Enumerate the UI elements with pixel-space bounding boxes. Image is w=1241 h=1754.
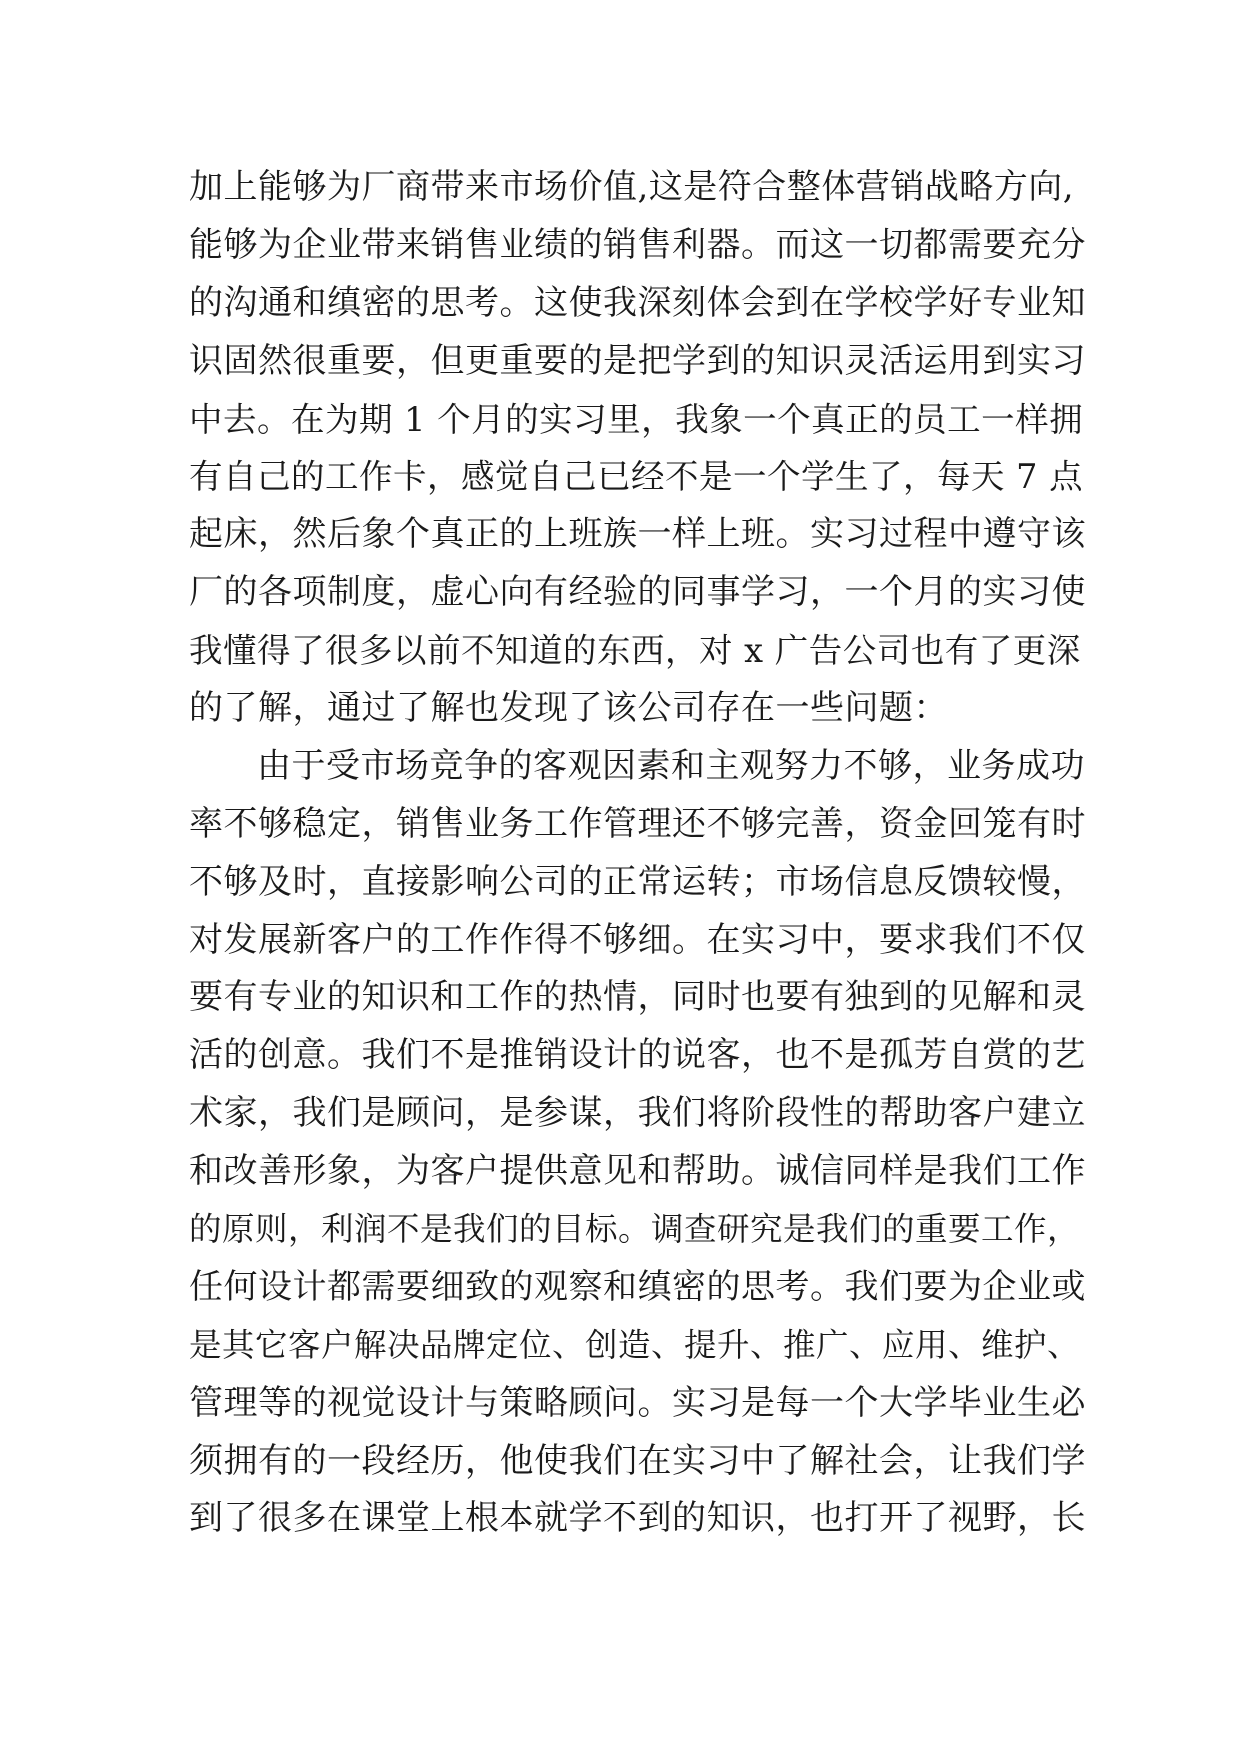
text-line: 加上能够为厂商带来市场价值,这是符合整体营销战略方向, — [189, 167, 1075, 207]
text-line: 起床，然后象个真正的上班族一样上班。实习过程中遵守该 — [189, 514, 1086, 555]
text-line: 对发展新客户的工作作得不够细。在实习中，要求我们不仅 — [189, 919, 1086, 960]
text-line: 我懂得了很多以前不知道的东西，对 x 广告公司也有了更深 — [189, 631, 1081, 671]
text-line: 的了解，通过了解也发现了该公司存在一些问题： — [189, 688, 948, 729]
text-line: 须拥有的一段经历，他使我们在实习中了解社会，让我们学 — [189, 1440, 1086, 1481]
text-line: 和改善形象，为客户提供意见和帮助。诚信同样是我们工作 — [189, 1151, 1086, 1192]
body-text — [189, 159, 1089, 1548]
text-line: 是其它客户解决品牌定位、创造、提升、推广、应用、维护、 — [189, 1325, 1081, 1364]
text-line: 的原则，利润不是我们的目标。调查研究是我们的重要工作， — [189, 1210, 1081, 1249]
text-line: 有自己的工作卡，感觉自己已经不是一个学生了，每天 7 点 — [189, 457, 1084, 497]
text-line: 活的创意。我们不是推销设计的说客，也不是孤芳自赏的艺 — [189, 1035, 1086, 1076]
text-line: 的沟通和缜密的思考。这使我深刻体会到在学校学好专业知 — [189, 282, 1086, 323]
text-line: 任何设计都需要细致的观察和缜密的思考。我们要为企业或 — [189, 1266, 1086, 1307]
text-line: 术家，我们是顾问，是参谋，我们将阶段性的帮助客户建立 — [189, 1093, 1086, 1134]
text-line: 中去。在为期 1 个月的实习里，我象一个真正的员工一样拥 — [189, 399, 1084, 439]
text-line: 厂的各项制度，虚心向有经验的同事学习，一个月的实习使 — [189, 572, 1086, 613]
paragraph-start-line: 由于受市场竞争的客观因素和主观努力不够，业务成功 — [257, 745, 1085, 786]
text-line: 识固然很重要，但更重要的是把学到的知识灵活运用到实习 — [189, 340, 1086, 381]
text-line: 要有专业的知识和工作的热情，同时也要有独到的见解和灵 — [189, 977, 1086, 1018]
text-line: 到了很多在课堂上根本就学不到的知识，也打开了视野，长 — [189, 1498, 1086, 1539]
text-line: 能够为企业带来销售业绩的销售利器。而这一切都需要充分 — [189, 224, 1086, 265]
text-line: 不够及时，直接影响公司的正常运转；市场信息反馈较慢， — [189, 861, 1086, 902]
text-line: 率不够稳定，销售业务工作管理还不够完善，资金回笼有时 — [189, 803, 1086, 844]
text-line: 管理等的视觉设计与策略顾问。实习是每一个大学毕业生必 — [189, 1382, 1086, 1423]
